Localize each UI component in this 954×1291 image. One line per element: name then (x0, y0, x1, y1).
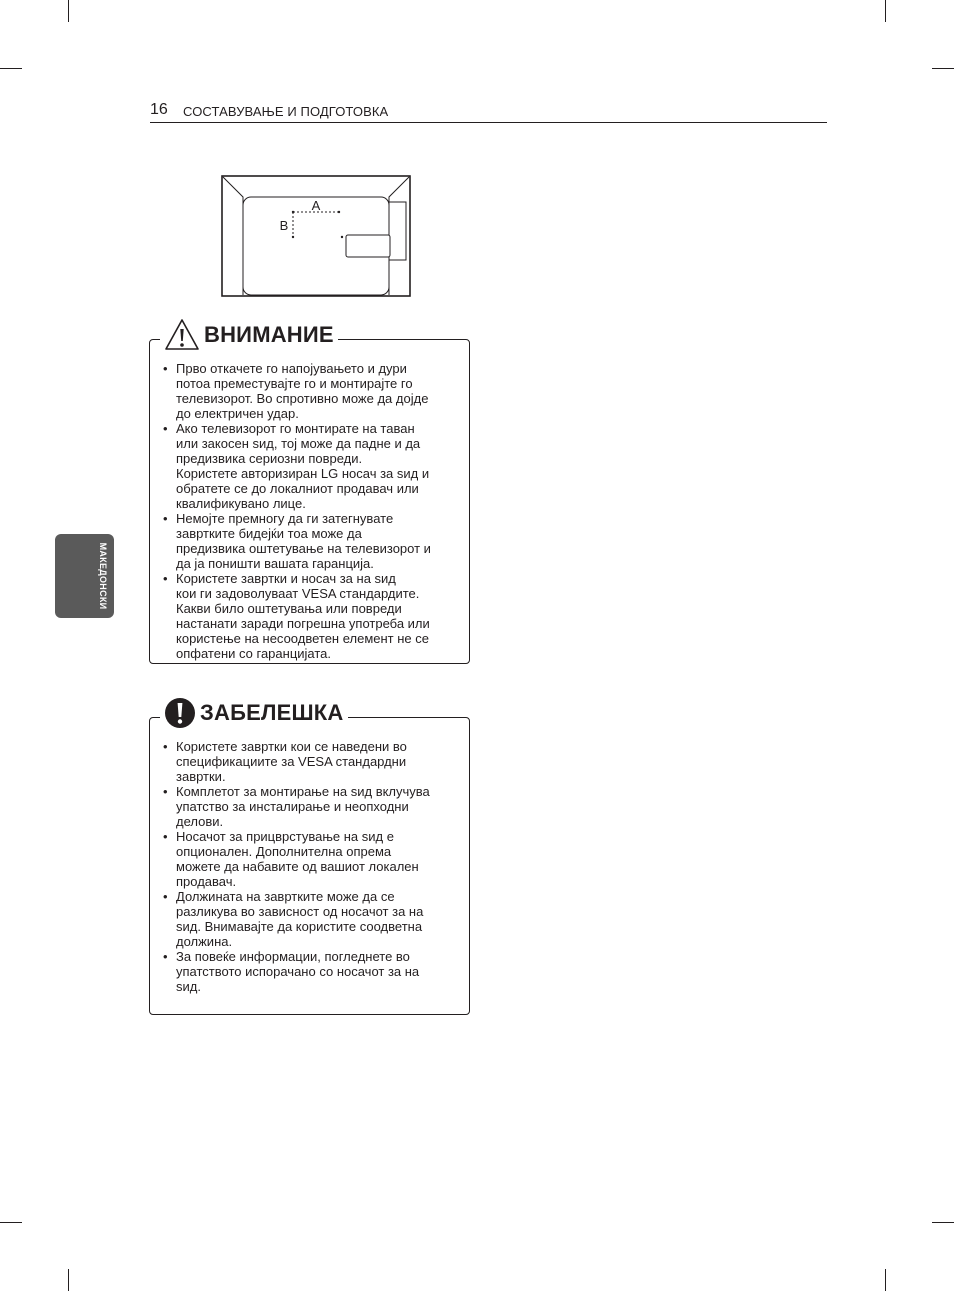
dimension-label-a: A (311, 198, 321, 213)
warning-triangle-icon (164, 318, 200, 352)
caution-header (160, 315, 338, 355)
exclamation-circle-icon (164, 697, 196, 729)
list-item: • Прво откачете го напојувањето и дури потоа преместувајте го и монтирајте го телевизорот. Во спротивно може да дојде до електричен удар. (161, 361, 461, 421)
list-item: • Комплетот за монтирање на ѕид вклучува упатство за инсталирање и неопходни делови. (161, 784, 461, 829)
caution-box (149, 322, 470, 664)
crop-mark (932, 68, 954, 69)
note-list (161, 739, 461, 994)
caution-list (161, 361, 461, 661)
language-tab (55, 534, 114, 618)
list-item: • Должината на завртките може да се разликува во зависност од носачот за на ѕид. Внимавајте да користите соодветна должина. (161, 889, 461, 949)
list-item: • Немојте премногу да ги затегнувате завртките бидејќи тоа може да предизвика оштетување на телевизорот и да ја поништи вашата гаранција. (161, 511, 461, 571)
crop-mark (932, 1222, 954, 1223)
list-item: • Користете завртки и носач за на ѕид кои ги задоволуваат VESA стандардите. Какви било оштетувања или повреди настанати заради погрешна употреба или користење на несоодветен елемент не се опфатени со гаранцијата. (161, 571, 461, 661)
note-header (160, 693, 348, 733)
list-item: • Ако телевизорот го монтирате на таван или закосен ѕид, тој може да падне и да предизвика сериозни повреди. Користете авторизиран LG носач за ѕид и обратете се до локалниот продавач или квалификувано лице. (161, 421, 461, 511)
crop-mark (0, 1222, 22, 1223)
caution-title: ВНИМАНИЕ (204, 322, 334, 347)
crop-mark (68, 0, 69, 22)
list-item: • За повеќе информации, погледнете во упатството испорачано со носачот за на ѕид. (161, 949, 461, 994)
page-number: 16 (150, 101, 168, 118)
crop-mark (68, 1269, 69, 1291)
section-title: СОСТАВУВАЊЕ И ПОДГОТОВКА (183, 104, 389, 119)
list-item: • Носачот за прицврстување на ѕид е опционален. Дополнителна опрема можете да набавите од вашиот локален продавач. (161, 829, 461, 889)
crop-mark (0, 68, 22, 69)
dimension-label-b: B (279, 218, 289, 233)
list-item: • Користете завртки кои се наведени во спецификациите за VESA стандардни завртки. (161, 739, 461, 784)
tv-back-illustration (221, 175, 411, 297)
page-header (150, 101, 827, 123)
language-tab-label: МАКЕДОНСКИ (98, 542, 108, 610)
crop-mark (885, 1269, 886, 1291)
note-box (149, 700, 470, 1015)
tv-back-diagram (221, 175, 411, 297)
note-title: ЗАБЕЛЕШКА (200, 700, 344, 725)
crop-mark (885, 0, 886, 22)
